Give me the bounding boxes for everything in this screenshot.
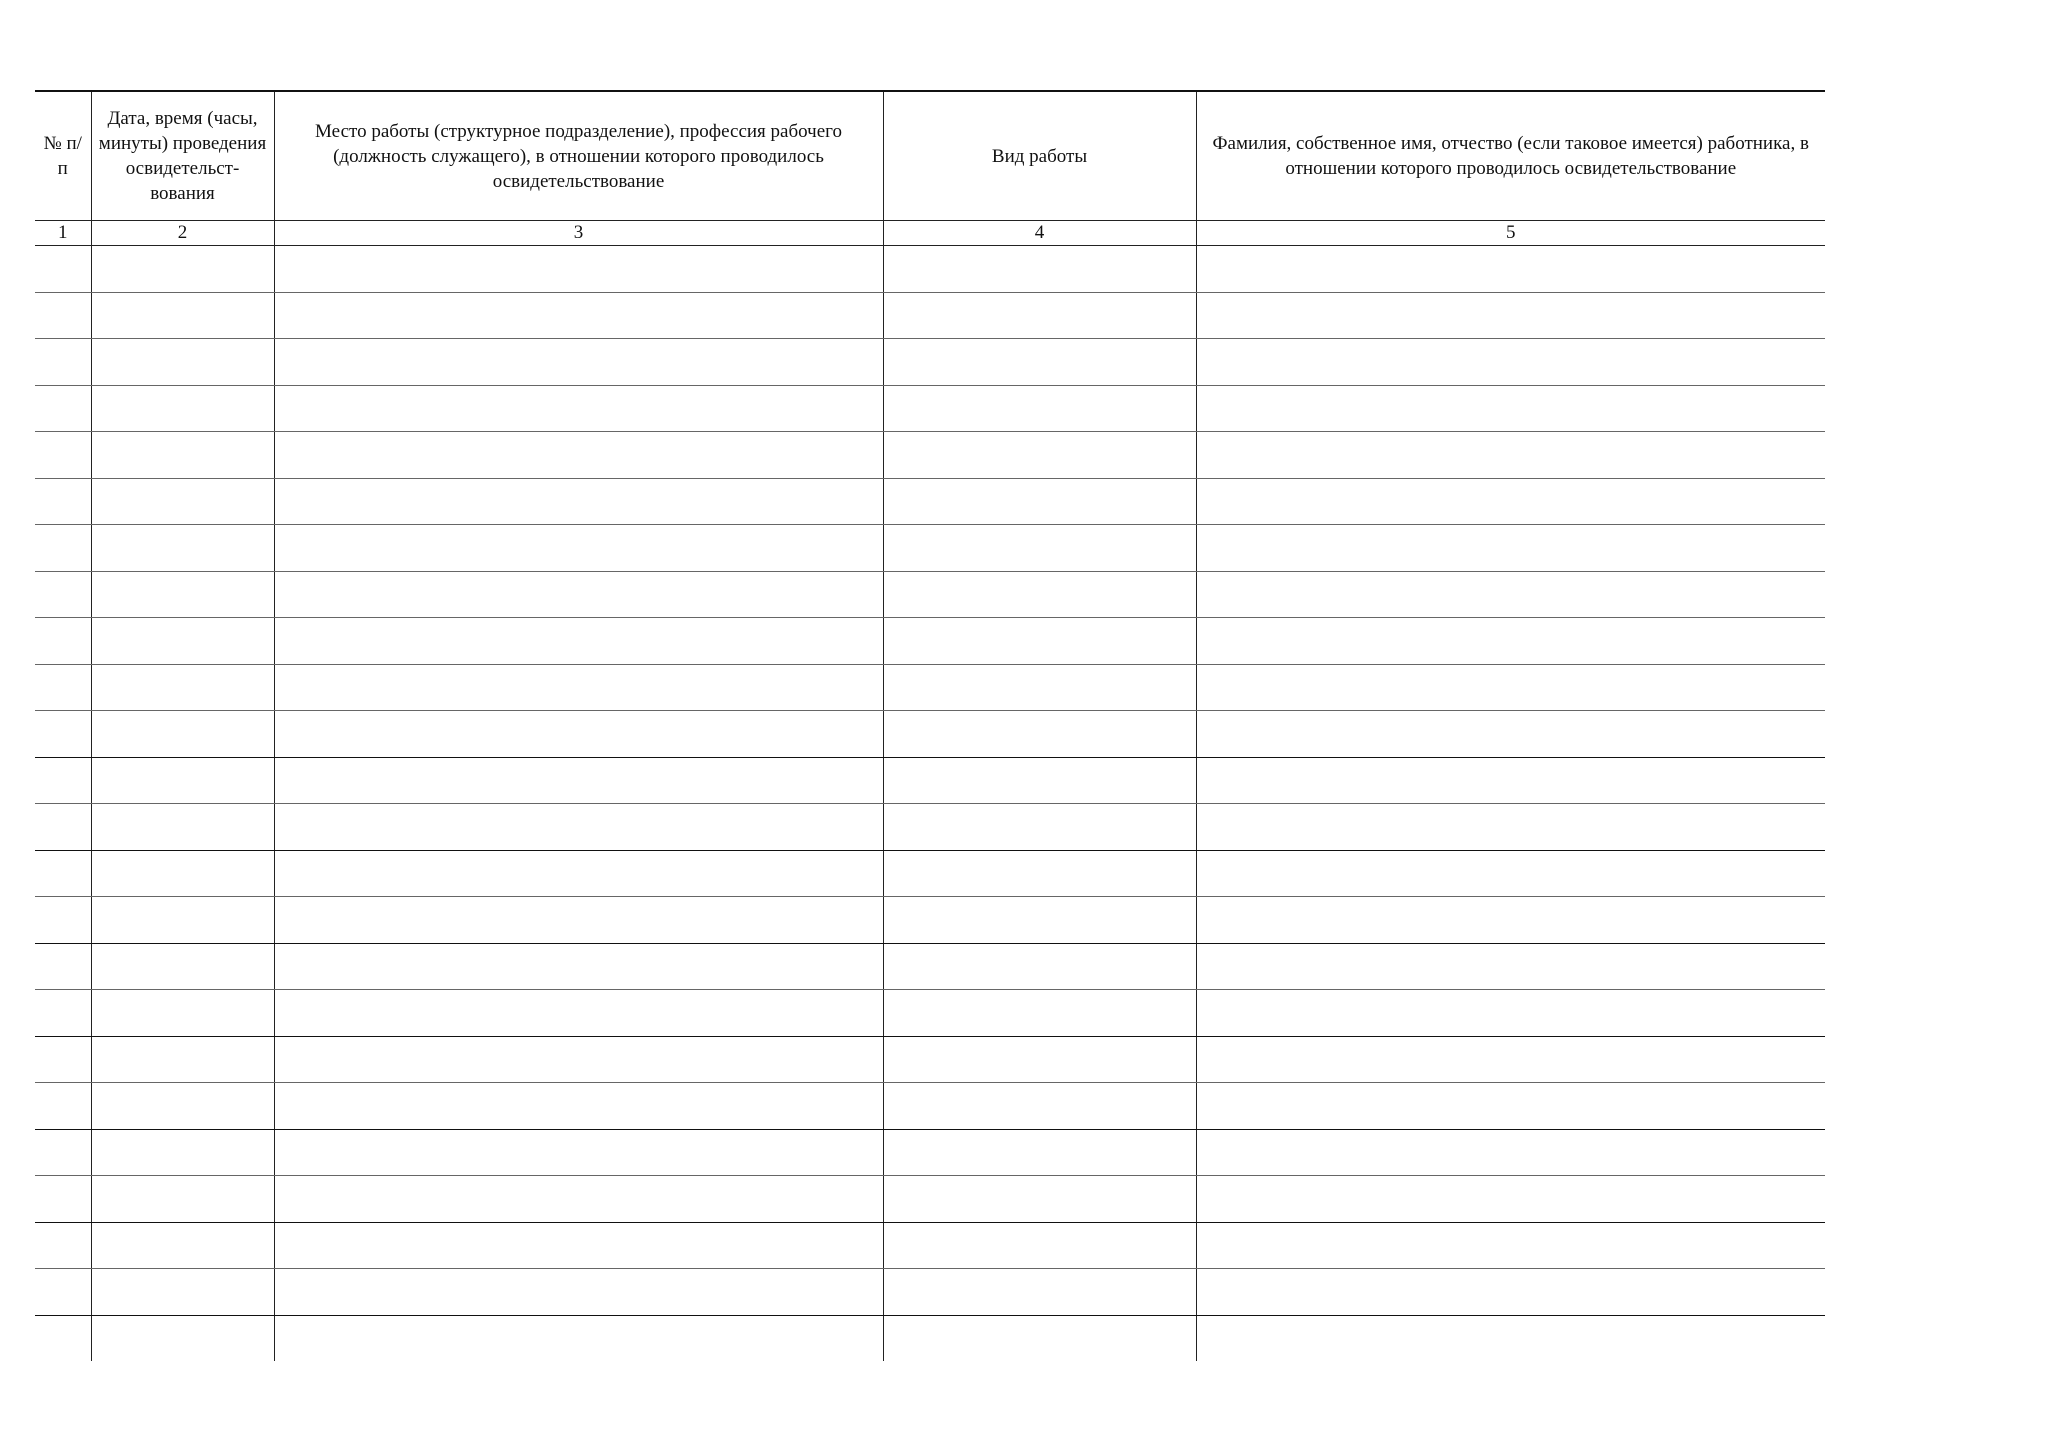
empty-cell[interactable] xyxy=(883,1222,1196,1269)
table-row xyxy=(35,385,1825,432)
empty-cell[interactable] xyxy=(274,1083,883,1130)
empty-cell[interactable] xyxy=(35,1222,91,1269)
empty-cell[interactable] xyxy=(274,618,883,665)
empty-cell[interactable] xyxy=(274,850,883,897)
empty-cell[interactable] xyxy=(91,664,274,711)
empty-cell[interactable] xyxy=(883,897,1196,944)
empty-cell[interactable] xyxy=(1196,990,1825,1037)
empty-cell[interactable] xyxy=(274,1269,883,1316)
empty-cell[interactable] xyxy=(274,525,883,572)
empty-cell[interactable] xyxy=(274,478,883,525)
empty-cell[interactable] xyxy=(35,246,91,293)
empty-cell[interactable] xyxy=(91,757,274,804)
table-row xyxy=(35,664,1825,711)
empty-cell[interactable] xyxy=(883,1315,1196,1361)
table-row xyxy=(35,1315,1825,1361)
empty-cell[interactable] xyxy=(91,990,274,1037)
table-row xyxy=(35,478,1825,525)
empty-cell[interactable] xyxy=(1196,1083,1825,1130)
empty-cell[interactable] xyxy=(35,478,91,525)
empty-cell[interactable] xyxy=(883,850,1196,897)
empty-cell[interactable] xyxy=(91,804,274,851)
empty-cell[interactable] xyxy=(274,571,883,618)
empty-cell[interactable] xyxy=(1196,1222,1825,1269)
empty-cell[interactable] xyxy=(1196,897,1825,944)
column-number: 2 xyxy=(91,221,274,246)
empty-cell[interactable] xyxy=(274,292,883,339)
empty-cell[interactable] xyxy=(35,1315,91,1361)
table-row xyxy=(35,804,1825,851)
empty-cell[interactable] xyxy=(1196,943,1825,990)
empty-cell[interactable] xyxy=(35,339,91,386)
column-number: 1 xyxy=(35,221,91,246)
empty-cell[interactable] xyxy=(883,1176,1196,1223)
empty-cell[interactable] xyxy=(91,525,274,572)
table-row xyxy=(35,571,1825,618)
table-row xyxy=(35,618,1825,665)
empty-cell[interactable] xyxy=(883,943,1196,990)
empty-cell[interactable] xyxy=(91,1269,274,1316)
table-row xyxy=(35,1083,1825,1130)
empty-cell[interactable] xyxy=(274,1129,883,1176)
empty-cell[interactable] xyxy=(91,339,274,386)
medical-examination-register-table xyxy=(35,90,1825,1361)
empty-cell[interactable] xyxy=(883,664,1196,711)
header-row-number: № п/п xyxy=(35,91,91,221)
table-row xyxy=(35,850,1825,897)
empty-cell[interactable] xyxy=(274,711,883,758)
empty-cell[interactable] xyxy=(274,1315,883,1361)
empty-cell[interactable] xyxy=(883,711,1196,758)
table-row xyxy=(35,525,1825,572)
empty-cell[interactable] xyxy=(35,385,91,432)
table-row xyxy=(35,339,1825,386)
empty-cell[interactable] xyxy=(883,1036,1196,1083)
empty-cell[interactable] xyxy=(35,804,91,851)
empty-cell[interactable] xyxy=(91,1036,274,1083)
empty-cell[interactable] xyxy=(883,990,1196,1037)
empty-cell[interactable] xyxy=(91,897,274,944)
empty-cell[interactable] xyxy=(35,850,91,897)
empty-cell[interactable] xyxy=(1196,571,1825,618)
empty-cell[interactable] xyxy=(1196,1315,1825,1361)
empty-cell[interactable] xyxy=(274,664,883,711)
empty-cell[interactable] xyxy=(35,1269,91,1316)
table-row xyxy=(35,990,1825,1037)
table-row xyxy=(35,246,1825,293)
empty-cell[interactable] xyxy=(91,618,274,665)
table-row xyxy=(35,1269,1825,1316)
empty-cell[interactable] xyxy=(91,1222,274,1269)
empty-cell[interactable] xyxy=(91,571,274,618)
empty-cell[interactable] xyxy=(1196,432,1825,479)
empty-cell[interactable] xyxy=(91,711,274,758)
empty-cell[interactable] xyxy=(91,246,274,293)
empty-cell[interactable] xyxy=(91,943,274,990)
empty-cell[interactable] xyxy=(883,432,1196,479)
empty-cell[interactable] xyxy=(35,897,91,944)
column-number: 3 xyxy=(274,221,883,246)
empty-cell[interactable] xyxy=(883,339,1196,386)
empty-cell[interactable] xyxy=(91,1176,274,1223)
empty-cell[interactable] xyxy=(91,292,274,339)
column-number: 4 xyxy=(883,221,1196,246)
empty-cell[interactable] xyxy=(1196,292,1825,339)
empty-cell[interactable] xyxy=(1196,385,1825,432)
empty-cell[interactable] xyxy=(1196,711,1825,758)
empty-cell[interactable] xyxy=(274,385,883,432)
empty-cell[interactable] xyxy=(35,1036,91,1083)
empty-cell[interactable] xyxy=(1196,618,1825,665)
empty-cell[interactable] xyxy=(91,478,274,525)
empty-cell[interactable] xyxy=(883,246,1196,293)
table-row xyxy=(35,897,1825,944)
empty-cell[interactable] xyxy=(35,757,91,804)
empty-cell[interactable] xyxy=(883,1083,1196,1130)
empty-cell[interactable] xyxy=(35,943,91,990)
table-row xyxy=(35,757,1825,804)
table-row xyxy=(35,432,1825,479)
empty-cell[interactable] xyxy=(1196,664,1825,711)
empty-cell[interactable] xyxy=(883,385,1196,432)
empty-cell[interactable] xyxy=(1196,525,1825,572)
empty-cell[interactable] xyxy=(91,1129,274,1176)
table-row xyxy=(35,943,1825,990)
empty-cell[interactable] xyxy=(1196,478,1825,525)
table-row xyxy=(35,292,1825,339)
table-row xyxy=(35,1129,1825,1176)
empty-cell[interactable] xyxy=(1196,804,1825,851)
empty-cell[interactable] xyxy=(35,990,91,1037)
header-work-type: Вид работы xyxy=(883,91,1196,221)
empty-cell[interactable] xyxy=(35,292,91,339)
table-body xyxy=(35,246,1825,1362)
empty-cell[interactable] xyxy=(91,850,274,897)
empty-cell[interactable] xyxy=(274,804,883,851)
empty-cell[interactable] xyxy=(274,943,883,990)
empty-cell[interactable] xyxy=(91,432,274,479)
empty-cell[interactable] xyxy=(274,1036,883,1083)
empty-cell[interactable] xyxy=(883,478,1196,525)
empty-cell[interactable] xyxy=(274,432,883,479)
empty-cell[interactable] xyxy=(1196,850,1825,897)
empty-cell[interactable] xyxy=(91,385,274,432)
table-row xyxy=(35,711,1825,758)
table-row xyxy=(35,1036,1825,1083)
table-header-row xyxy=(35,91,1825,221)
empty-cell[interactable] xyxy=(274,897,883,944)
empty-cell[interactable] xyxy=(1196,339,1825,386)
empty-cell[interactable] xyxy=(35,432,91,479)
empty-cell[interactable] xyxy=(883,525,1196,572)
empty-cell[interactable] xyxy=(883,571,1196,618)
empty-cell[interactable] xyxy=(1196,1176,1825,1223)
empty-cell[interactable] xyxy=(883,1129,1196,1176)
empty-cell[interactable] xyxy=(1196,1269,1825,1316)
empty-cell[interactable] xyxy=(1196,757,1825,804)
empty-cell[interactable] xyxy=(91,1083,274,1130)
empty-cell[interactable] xyxy=(274,1176,883,1223)
table-row xyxy=(35,1222,1825,1269)
empty-cell[interactable] xyxy=(274,339,883,386)
empty-cell[interactable] xyxy=(35,1176,91,1223)
column-number-row xyxy=(35,221,1825,246)
empty-cell[interactable] xyxy=(35,1083,91,1130)
header-employee-name: Фамилия, собственное имя, отчество (если таковое имеется) работника, в отношении которого проводилось освидетельствование xyxy=(1196,91,1825,221)
empty-cell[interactable] xyxy=(35,1129,91,1176)
empty-cell[interactable] xyxy=(35,664,91,711)
empty-cell[interactable] xyxy=(35,525,91,572)
empty-cell[interactable] xyxy=(35,711,91,758)
empty-cell[interactable] xyxy=(883,292,1196,339)
empty-cell[interactable] xyxy=(1196,1129,1825,1176)
empty-cell[interactable] xyxy=(274,246,883,293)
empty-cell[interactable] xyxy=(1196,1036,1825,1083)
empty-cell[interactable] xyxy=(883,1269,1196,1316)
header-workplace-profession: Место работы (структурное подразделение), профессия рабочего (должность служащего), в отношении которого проводилось освидетельствование xyxy=(274,91,883,221)
empty-cell[interactable] xyxy=(35,571,91,618)
empty-cell[interactable] xyxy=(883,618,1196,665)
empty-cell[interactable] xyxy=(883,804,1196,851)
column-number: 5 xyxy=(1196,221,1825,246)
empty-cell[interactable] xyxy=(883,757,1196,804)
header-date-time: Дата, время (часы, минуты) проведения освидетельст-вования xyxy=(91,91,274,221)
table-row xyxy=(35,1176,1825,1223)
empty-cell[interactable] xyxy=(274,990,883,1037)
empty-cell[interactable] xyxy=(274,757,883,804)
empty-cell[interactable] xyxy=(35,618,91,665)
empty-cell[interactable] xyxy=(91,1315,274,1361)
empty-cell[interactable] xyxy=(274,1222,883,1269)
empty-cell[interactable] xyxy=(1196,246,1825,293)
